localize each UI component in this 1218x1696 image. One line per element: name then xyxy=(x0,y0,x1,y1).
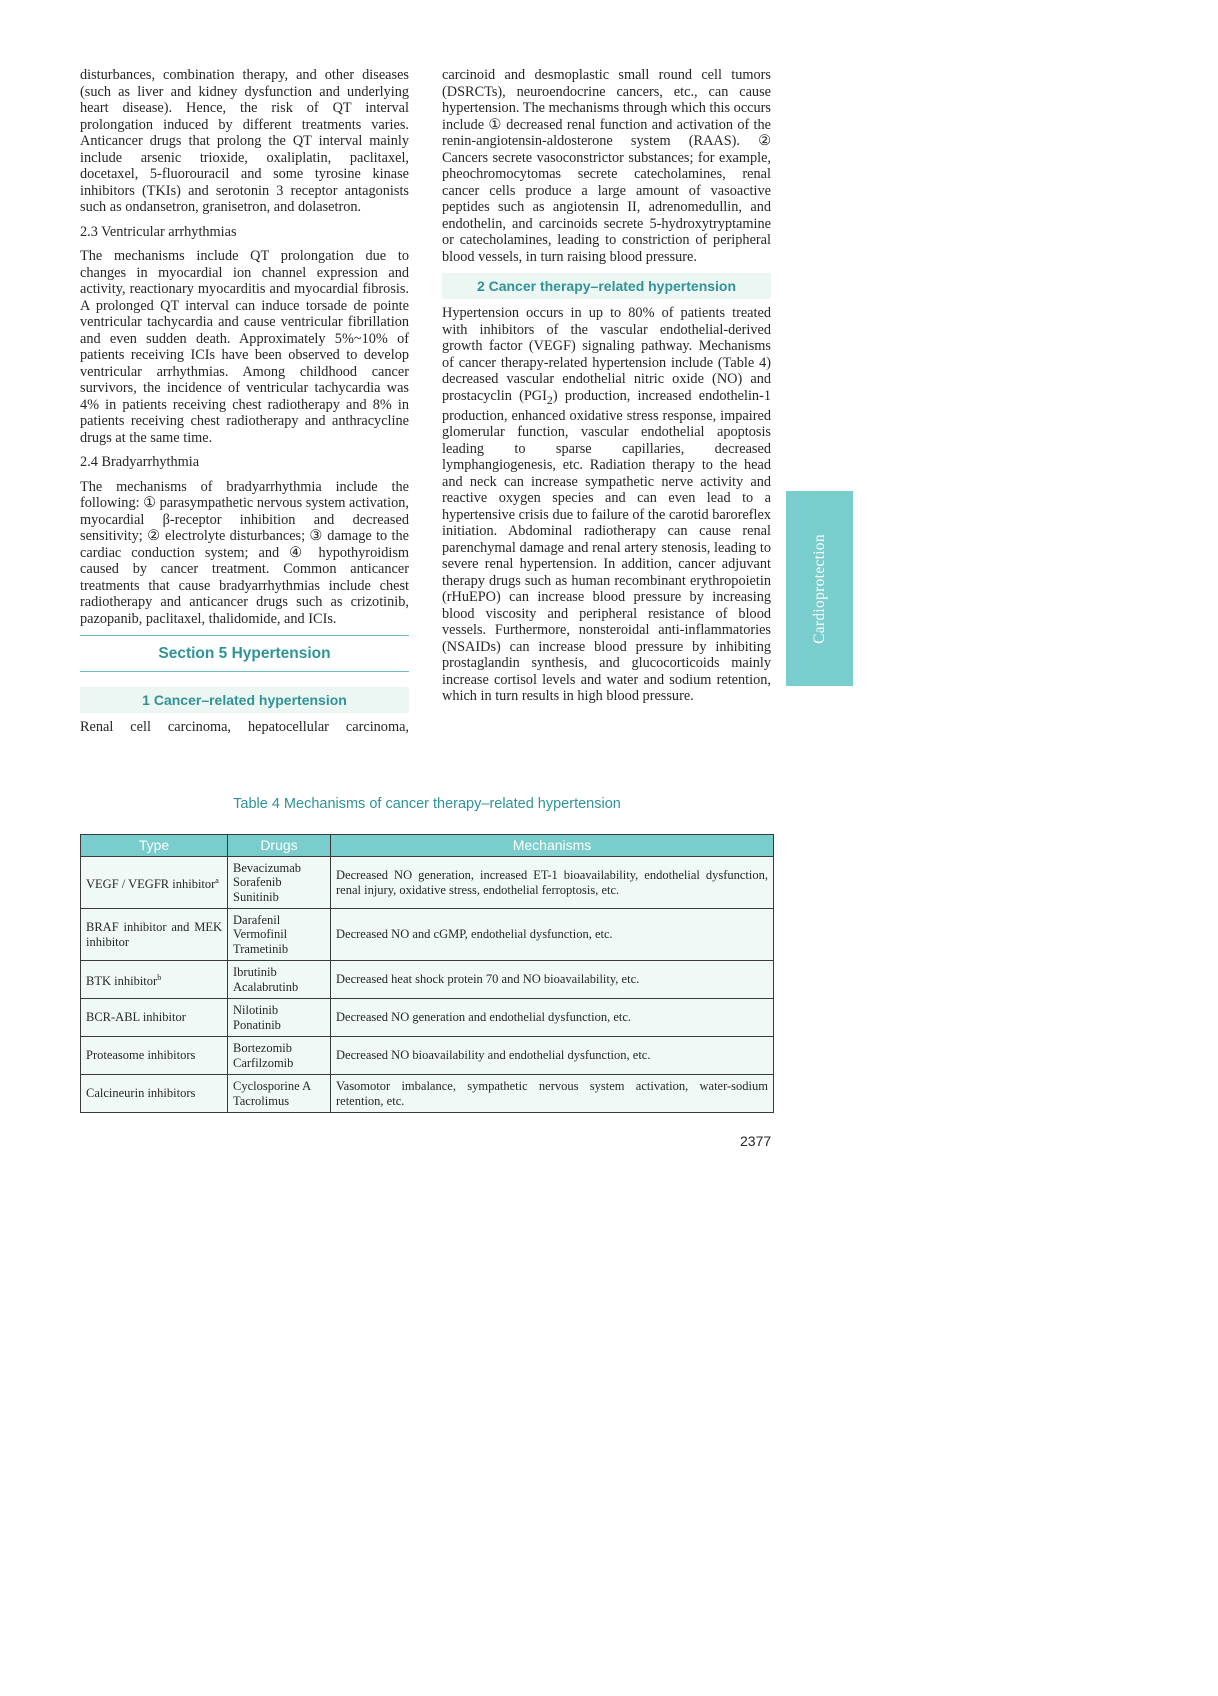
paragraph: disturbances, combination therapy, and other diseases (such as liver and kidney dysfunction and underlying heart disease). Hence, the risk of QT interval prolongation induced by different treatments varies. Anticancer drugs that prolong the QT interval mainly include arsenic trioxide, oxaliplatin, paclitaxel, docetaxel, 5-fluorouracil and some tyrosine kinase inhibitors (TKIs) and serotonin 3 receptor antagonists such as ondansetron, granisetron, and dolasetron. xyxy=(80,67,409,215)
paragraph: The mechanisms include QT prolongation due to changes in myocardial ion channel expression and activity, reactionary myocarditis and myocardial fibrosis. A prolonged QT interval can induce torsade de pointe ventricular tachycardia and cause ventricular fibrillation and even sudden death. Approximately 5%~10% of patients receiving ICIs have been observed to develop ventricular arrhythmias. Among childhood cancer survivors, the incidence of ventricular tachycardia was 4% in patients receiving chest radiotherapy and 8% in patients receiving chest radiotherapy and anthracycline drugs at the same time. xyxy=(80,248,409,446)
subscript: 2 xyxy=(546,392,553,407)
mechanisms-table xyxy=(80,834,774,1113)
drug-name: Sunitinib xyxy=(233,889,279,904)
paragraph-part: Hypertension occurs in up to 80% of patients treated with inhibitors of the vascular endothelial-derived growth factor (VEGF) signaling pathway. Mechanisms of cancer therapy-related hypertension include (Table 4) decreased vascular endothelial nitric oxide (NO) and prostacyclin (PGI xyxy=(442,305,771,404)
drug-name: Ibrutinib xyxy=(233,965,277,979)
subsection-title: 1 Cancer–related hypertension xyxy=(80,687,409,713)
drugs-cell xyxy=(228,1075,331,1113)
type-cell xyxy=(81,909,228,961)
type-cell xyxy=(81,857,228,909)
table-caption: Table 4 Mechanisms of cancer therapy–related hypertension xyxy=(233,796,621,812)
drug-name: Sorafenib xyxy=(233,875,282,890)
footnote-marker: a xyxy=(215,875,219,885)
mechanisms-cell: Decreased NO generation and endothelial dysfunction, etc. xyxy=(331,999,774,1037)
type-cell xyxy=(81,1037,228,1075)
drug-name: Ponatinib xyxy=(233,1017,281,1032)
page-number: 2377 xyxy=(740,1133,772,1149)
table-row xyxy=(81,857,774,909)
drug-name: Acalabrutinb xyxy=(233,979,299,994)
mechanisms-cell: Decreased NO generation, increased ET-1 bioavailability, endothelial dysfunction, renal injury, oxidative stress, endothelial ferroptosis, etc. xyxy=(331,857,774,909)
subsection-heading: 2.3 Ventricular arrhythmias xyxy=(80,223,237,240)
paragraph: carcinoid and desmoplastic small round cell tumors (DSRCTs), neuroendocrine cancers, etc., can cause hypertension. The mechanisms through which this occurs include ① decreased renal function and activation of the renin-angiotensin-aldosterone system (RAAS). ② Cancers secrete vasoconstrictor substances; for example, pheochromocytomas secrete catecholamines, renal cancer cells produce a large amount of vasoactive peptides such as angiotensin II, adrenomedullin, and endothelin, and carcinoids secrete 5-hydroxytryptamine or catecholamines, leading to constriction of peripheral blood vessels, in turn raising blood pressure. xyxy=(442,67,771,265)
type-text: BRAF inhibitor and MEK inhibitor xyxy=(86,920,222,949)
paragraph-part: ) production, increased endothelin-1 production, enhanced oxidative stress response, impaired glomerular function, vascular endothelial apoptosis leading to sparse capillaries, decreased lymphangiogenesis, etc. Radiation therapy to the head and neck can increase sympathetic nerve activity and reactive oxygen species and can even lead to a hypertensive crisis due to failure of the carotid baroreflex initiation. Abdominal radiotherapy can cause renal parenchymal damage and renal artery stenosis, leading to severe renal hypertension. In addition, cancer adjuvant therapy drugs such as human recombinant erythropoietin (rHuEPO) can increase blood pressure by increasing blood viscosity and peripheral resistance of blood vessels. Furthermore, nonsteroidal anti-inflammatories (NSAIDs) can increase blood pressure by inhibiting prostaglandin synthesis, and glucocorticoids mainly increase cortisol levels and water and sodium retention, which in turn results in high blood pressure. xyxy=(442,387,771,705)
table-header-row xyxy=(81,835,774,857)
type-text: Proteasome inhibitors xyxy=(86,1048,196,1063)
left-column xyxy=(80,67,409,744)
drugs-cell xyxy=(228,1037,331,1075)
drug-name: Bortezomib xyxy=(233,1041,293,1055)
type-text: VEGF / VEGFR inhibitor xyxy=(86,876,216,891)
type-cell xyxy=(81,999,228,1037)
drugs-cell xyxy=(228,999,331,1037)
right-column xyxy=(442,67,771,713)
type-text: BCR-ABL inhibitor xyxy=(86,1010,186,1025)
column-header: Mechanisms xyxy=(331,835,774,857)
column-header: Drugs xyxy=(228,835,331,857)
paragraph: The mechanisms of bradyarrhythmia include the following: ① parasympathetic nervous system activation, myocardial β-receptor inhibition and decreased sensitivity; ② electrolyte disturbances; ③ damage to the cardiac conduction system; and ④ hypothyroidism caused by cancer treatment. Common anticancer treatments that cause bradyarrhythmias include chest radiotherapy and anticancer drugs such as crizotinib, pazopanib, paclitaxel, thalidomide, and ICIs. xyxy=(80,478,409,627)
footnote-marker: b xyxy=(157,972,162,982)
drug-name: Bevacizumab xyxy=(233,860,302,875)
paragraph: Renal cell carcinoma, hepatocellular carcinoma, xyxy=(80,719,409,735)
side-tab-label: Cardioprotection xyxy=(810,533,828,644)
drug-name: Cyclosporine A xyxy=(233,1079,312,1093)
table-body xyxy=(81,857,774,1113)
drug-name: Darafenil xyxy=(233,912,281,927)
mechanisms-cell: Vasomotor imbalance, sympathetic nervous system activation, water-sodium retention, etc. xyxy=(331,1075,774,1113)
table-row xyxy=(81,999,774,1037)
subsection-title: 2 Cancer therapy–related hypertension xyxy=(442,273,771,299)
table-row xyxy=(81,909,774,961)
column-header: Type xyxy=(81,835,228,857)
table-row xyxy=(81,1037,774,1075)
type-text: BTK inhibitor xyxy=(86,973,158,988)
drug-name: Carfilzomib xyxy=(233,1055,294,1070)
drugs-cell xyxy=(228,909,331,961)
paragraph xyxy=(442,305,771,705)
mechanisms-cell: Decreased NO bioavailability and endothelial dysfunction, etc. xyxy=(331,1037,774,1075)
drug-name: Vermofinil xyxy=(233,927,288,942)
side-tab xyxy=(786,491,853,686)
drug-name: Trametinib xyxy=(233,941,289,956)
subsection-heading: 2.4 Bradyarrhythmia xyxy=(80,454,200,470)
type-cell xyxy=(81,1075,228,1113)
drug-name: Nilotinib xyxy=(233,1003,279,1017)
type-cell xyxy=(81,961,228,999)
mechanisms-cell: Decreased NO and cGMP, endothelial dysfunction, etc. xyxy=(331,909,774,961)
drugs-cell xyxy=(228,961,331,999)
mechanisms-cell: Decreased heat shock protein 70 and NO bioavailability, etc. xyxy=(331,961,774,999)
drugs-cell xyxy=(228,857,331,909)
table-row xyxy=(81,1075,774,1113)
table-row xyxy=(81,961,774,999)
type-text: Calcineurin inhibitors xyxy=(86,1086,196,1101)
section-title: Section 5 Hypertension xyxy=(80,635,409,672)
drug-name: Tacrolimus xyxy=(233,1093,290,1108)
